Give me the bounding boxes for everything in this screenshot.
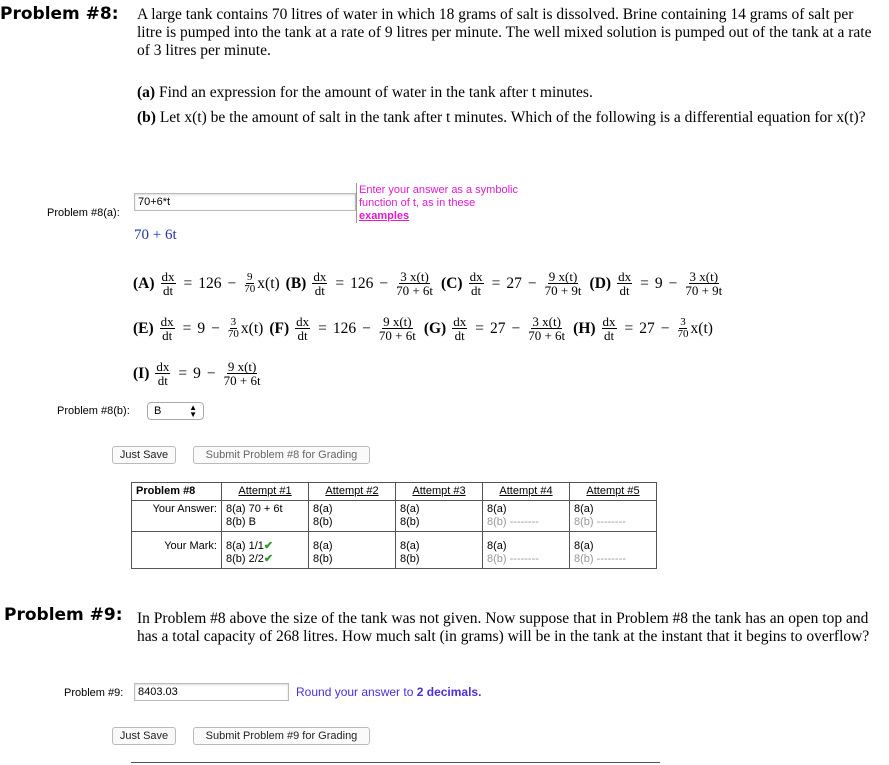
round-hint bbox=[296, 685, 481, 699]
attempt-4-header[interactable] bbox=[483, 483, 570, 501]
option-f-deriv-num: dx bbox=[296, 314, 310, 329]
attempts-table bbox=[131, 482, 657, 569]
option-a-constant: 126 bbox=[198, 274, 222, 292]
option-h-constant: 27 bbox=[639, 319, 655, 337]
option-i bbox=[133, 360, 263, 387]
option-i-deriv-den: dt bbox=[157, 373, 168, 388]
part-a-question bbox=[137, 84, 872, 102]
option-e-deriv bbox=[160, 315, 175, 342]
problem-8-text: A large tank contains 70 litres of water in which 18 grams of salt is dissolved. Brine containing 14 grams of salt per litre is pumped into the tank at a rate of 9 litres per minute. The well mixed solution is pumped out of the tank at a rate of 3 litres per minute. bbox=[137, 6, 872, 59]
mark-1-b: 8(b) 2/2✔ bbox=[226, 553, 274, 565]
option-b-deriv-den: dt bbox=[314, 283, 325, 298]
option-h-xt: x(t) bbox=[690, 319, 713, 337]
option-e-deriv-den: dt bbox=[162, 328, 173, 343]
option-e-minus: − bbox=[211, 319, 220, 337]
problem-9-input[interactable]: 8403.03 bbox=[134, 683, 289, 701]
option-e-xt: x(t) bbox=[240, 319, 264, 337]
attempt-5-header[interactable] bbox=[570, 483, 657, 501]
submit-problem-8-button[interactable]: Submit Problem #8 for Grading bbox=[193, 446, 370, 464]
option-f-fraction-den: 70 + 6t bbox=[378, 328, 416, 343]
attempt-1-header[interactable] bbox=[222, 483, 309, 501]
attempts-corner: Problem #8 bbox=[132, 483, 222, 501]
mark-2-b: 8(b) bbox=[313, 553, 333, 565]
option-c-fraction bbox=[545, 270, 582, 297]
answer-4-a: 8(a) bbox=[487, 503, 507, 515]
option-g-label: (G) bbox=[423, 319, 447, 337]
option-g-fraction-den: 70 + 6t bbox=[528, 328, 566, 343]
options-row-2 bbox=[133, 315, 719, 342]
problem-9-text: In Problem #8 above the size of the tank was not given. Now suppose that in Problem #8 the tank has an open top and has a total capacity of 268 litres. How much salt (in grams) will be in the tank at the instant that it begins to overflow? bbox=[137, 610, 870, 645]
option-h-equals: = bbox=[624, 319, 634, 337]
option-e-deriv-num: dx bbox=[160, 314, 174, 329]
option-b-fraction-den: 70 + 6t bbox=[396, 283, 434, 298]
mark-5-b: 8(b) -------- bbox=[574, 553, 626, 565]
option-d-label: (D) bbox=[589, 274, 612, 292]
attempt-3-link[interactable]: Attempt #3 bbox=[412, 485, 466, 497]
your-mark-row bbox=[132, 532, 657, 569]
answer-2-b: 8(b) bbox=[313, 516, 333, 528]
option-f-deriv bbox=[295, 315, 310, 342]
option-a-label: (A) bbox=[133, 274, 155, 292]
option-a-minus: − bbox=[227, 274, 237, 292]
option-c-minus: − bbox=[527, 274, 537, 292]
option-g-minus: − bbox=[511, 319, 521, 337]
option-f-deriv-den: dt bbox=[297, 328, 308, 343]
option-a-deriv-den: dt bbox=[162, 283, 174, 298]
mark-5-a: 8(a) bbox=[574, 540, 594, 552]
option-c bbox=[441, 270, 583, 297]
answer-2-a: 8(a) bbox=[313, 503, 333, 515]
option-a-xt: x(t) bbox=[257, 274, 280, 292]
option-e bbox=[133, 315, 263, 342]
option-g-deriv-num: dx bbox=[453, 314, 467, 329]
option-c-deriv bbox=[469, 270, 484, 297]
option-g-fraction-num: 3 x(t) bbox=[532, 314, 561, 329]
option-g-deriv bbox=[452, 315, 467, 342]
option-f bbox=[269, 315, 418, 342]
option-b-label: (B) bbox=[285, 274, 307, 292]
options-row-3 bbox=[133, 360, 269, 387]
answer-cell-2 bbox=[309, 501, 396, 532]
option-a-equals: = bbox=[183, 274, 193, 292]
option-e-equals: = bbox=[182, 319, 192, 337]
option-b-minus: − bbox=[379, 274, 389, 292]
option-b-deriv-num: dx bbox=[313, 269, 327, 284]
problem-9-heading: Problem #9: bbox=[4, 605, 123, 625]
problem-8b-label: Problem #8(b): bbox=[57, 405, 130, 417]
option-d-deriv bbox=[617, 270, 632, 297]
round-hint-text: Round your answer to bbox=[296, 685, 417, 699]
answer-3-b: 8(b) bbox=[400, 516, 420, 528]
option-a-coef-den: 70 bbox=[244, 283, 256, 295]
attempt-4-link[interactable]: Attempt #4 bbox=[499, 485, 553, 497]
attempt-1-link[interactable]: Attempt #1 bbox=[238, 485, 292, 497]
option-a-deriv-num: dx bbox=[161, 269, 175, 284]
answer-5-b: 8(b) -------- bbox=[574, 516, 626, 528]
option-i-deriv-num: dx bbox=[156, 359, 170, 374]
option-g-constant: 27 bbox=[489, 319, 506, 337]
option-g-equals: = bbox=[475, 319, 484, 337]
option-f-constant: 126 bbox=[332, 319, 357, 337]
mark-1-a: 8(a) 1/1✔ bbox=[226, 540, 274, 552]
answer-hint bbox=[359, 184, 518, 223]
option-h-coef-den: 70 bbox=[677, 328, 689, 340]
attempt-2-link[interactable]: Attempt #2 bbox=[325, 485, 379, 497]
option-h-coef-num: 3 bbox=[680, 316, 686, 328]
hint-line-1: Enter your answer as a symbolic bbox=[359, 184, 518, 196]
option-d-fraction-den: 70 + 9t bbox=[685, 283, 723, 298]
your-mark-label: Your Mark: bbox=[132, 532, 222, 569]
problem-8a-preview: 70 + 6t bbox=[134, 227, 177, 243]
mark-cell-3 bbox=[396, 532, 483, 569]
option-e-coef-den: 70 bbox=[227, 328, 239, 340]
option-b-fraction bbox=[396, 270, 433, 297]
option-f-equals: = bbox=[318, 319, 327, 337]
option-d-fraction-num: 3 x(t) bbox=[689, 269, 719, 284]
option-a-deriv bbox=[161, 270, 176, 297]
option-f-minus: − bbox=[362, 319, 371, 337]
option-d-minus: − bbox=[668, 274, 678, 292]
problem-8a-input[interactable]: 70+6*t bbox=[134, 193, 356, 211]
option-c-equals: = bbox=[491, 274, 501, 292]
option-c-deriv-num: dx bbox=[469, 269, 483, 284]
examples-link[interactable]: examples bbox=[359, 210, 410, 222]
answer-5-a: 8(a) bbox=[574, 503, 594, 515]
option-b-equals: = bbox=[335, 274, 345, 292]
option-g-fraction bbox=[528, 315, 565, 342]
part-b-label: (b) bbox=[137, 109, 156, 126]
attempts-table-container bbox=[131, 482, 657, 569]
option-h-deriv-num: dx bbox=[602, 314, 616, 329]
option-i-fraction-num: 9 x(t) bbox=[227, 359, 257, 374]
just-save-button-9[interactable]: Just Save bbox=[112, 727, 176, 745]
option-h-coef bbox=[678, 317, 689, 340]
option-h-deriv-den: dt bbox=[603, 328, 615, 343]
mark-cell-4 bbox=[483, 532, 570, 569]
checkmark-icon: ✔ bbox=[263, 540, 274, 552]
attempt-3-header[interactable] bbox=[396, 483, 483, 501]
part-a-label: (a) bbox=[137, 84, 156, 101]
option-i-label: (I) bbox=[133, 364, 150, 382]
mark-3-a: 8(a) bbox=[400, 540, 420, 552]
option-i-deriv bbox=[155, 360, 170, 387]
option-c-deriv-den: dt bbox=[471, 283, 482, 298]
option-i-fraction bbox=[224, 360, 261, 387]
option-e-coef bbox=[228, 317, 239, 340]
problem-9-label: Problem #9: bbox=[64, 687, 124, 699]
option-d-fraction bbox=[685, 270, 722, 297]
answer-4-b: 8(b) -------- bbox=[487, 516, 539, 528]
option-h-minus: − bbox=[660, 319, 670, 337]
option-g-deriv-den: dt bbox=[454, 328, 465, 343]
mark-cell-5 bbox=[570, 532, 657, 569]
mark-4-b: 8(b) -------- bbox=[487, 553, 539, 565]
option-i-minus: − bbox=[206, 364, 216, 382]
part-b-text: Let x(t) be the amount of salt in the tank after t minutes. Which of the following is a differential equation for x(t)? bbox=[159, 109, 866, 126]
option-d bbox=[590, 270, 725, 297]
submit-problem-9-button[interactable]: Submit Problem #9 for Grading bbox=[193, 727, 370, 745]
option-b bbox=[286, 270, 435, 297]
answer-3-a: 8(a) bbox=[400, 503, 420, 515]
mark-2-a: 8(a) bbox=[313, 540, 333, 552]
option-d-equals: = bbox=[640, 274, 649, 292]
attempt-2-header[interactable] bbox=[309, 483, 396, 501]
option-f-fraction-num: 9 x(t) bbox=[383, 314, 412, 329]
problem-8b-selected: B bbox=[154, 405, 162, 417]
mark-cell-1 bbox=[222, 532, 309, 569]
your-answer-label: Your Answer: bbox=[132, 501, 222, 532]
your-answer-row bbox=[132, 501, 657, 532]
option-b-constant: 126 bbox=[350, 274, 374, 292]
option-d-deriv-den: dt bbox=[619, 283, 630, 298]
options-row-1 bbox=[133, 270, 730, 297]
option-e-coef-num: 3 bbox=[230, 316, 237, 328]
mark-3-b: 8(b) bbox=[400, 553, 420, 565]
problem-8-heading: Problem #8: bbox=[0, 4, 119, 24]
answer-1-b: 8(b) B bbox=[226, 516, 256, 528]
mark-4-a: 8(a) bbox=[487, 540, 507, 552]
checkmark-icon: ✔ bbox=[263, 553, 274, 565]
option-e-label: (E) bbox=[133, 319, 154, 337]
part-b-question bbox=[137, 109, 872, 127]
answer-1-a: 8(a) 70 + 6t bbox=[226, 503, 283, 515]
option-c-constant: 27 bbox=[506, 274, 522, 292]
option-g bbox=[424, 315, 567, 342]
answer-cell-3 bbox=[396, 501, 483, 532]
option-a-coef bbox=[244, 272, 255, 295]
option-a-coef-num: 9 bbox=[247, 271, 253, 283]
option-a bbox=[133, 270, 280, 297]
answer-cell-1 bbox=[222, 501, 309, 532]
option-d-constant: 9 bbox=[654, 274, 663, 292]
option-b-fraction-num: 3 x(t) bbox=[400, 269, 429, 284]
answer-cell-5 bbox=[570, 501, 657, 532]
just-save-button-8[interactable]: Just Save bbox=[112, 446, 176, 464]
hint-divider bbox=[356, 183, 357, 223]
option-c-label: (C) bbox=[441, 274, 463, 292]
next-table-edge bbox=[131, 762, 660, 763]
mark-cell-2 bbox=[309, 532, 396, 569]
part-a-text: Find an expression for the amount of water in the tank after t minutes. bbox=[158, 84, 593, 101]
hint-line-2: function of t, as in these bbox=[359, 197, 476, 209]
attempt-5-link[interactable]: Attempt #5 bbox=[586, 485, 640, 497]
option-e-constant: 9 bbox=[197, 319, 206, 337]
option-h-deriv bbox=[602, 315, 617, 342]
problem-8a-label: Problem #8(a): bbox=[47, 207, 120, 219]
select-arrows-icon: ▲ ▼ bbox=[189, 403, 197, 419]
option-i-equals: = bbox=[178, 364, 188, 382]
problem-8b-select[interactable] bbox=[147, 402, 204, 420]
option-f-label: (F) bbox=[269, 319, 290, 337]
option-d-deriv-num: dx bbox=[618, 269, 632, 284]
option-i-constant: 9 bbox=[193, 364, 201, 382]
answer-cell-4 bbox=[483, 501, 570, 532]
option-i-fraction-den: 70 + 6t bbox=[223, 373, 261, 388]
option-c-fraction-den: 70 + 9t bbox=[544, 283, 582, 298]
option-h bbox=[573, 315, 713, 342]
option-h-label: (H) bbox=[573, 319, 596, 337]
option-c-fraction-num: 9 x(t) bbox=[548, 269, 578, 284]
option-b-deriv bbox=[312, 270, 327, 297]
round-hint-bold: 2 decimals. bbox=[416, 685, 482, 699]
option-f-fraction bbox=[379, 315, 416, 342]
